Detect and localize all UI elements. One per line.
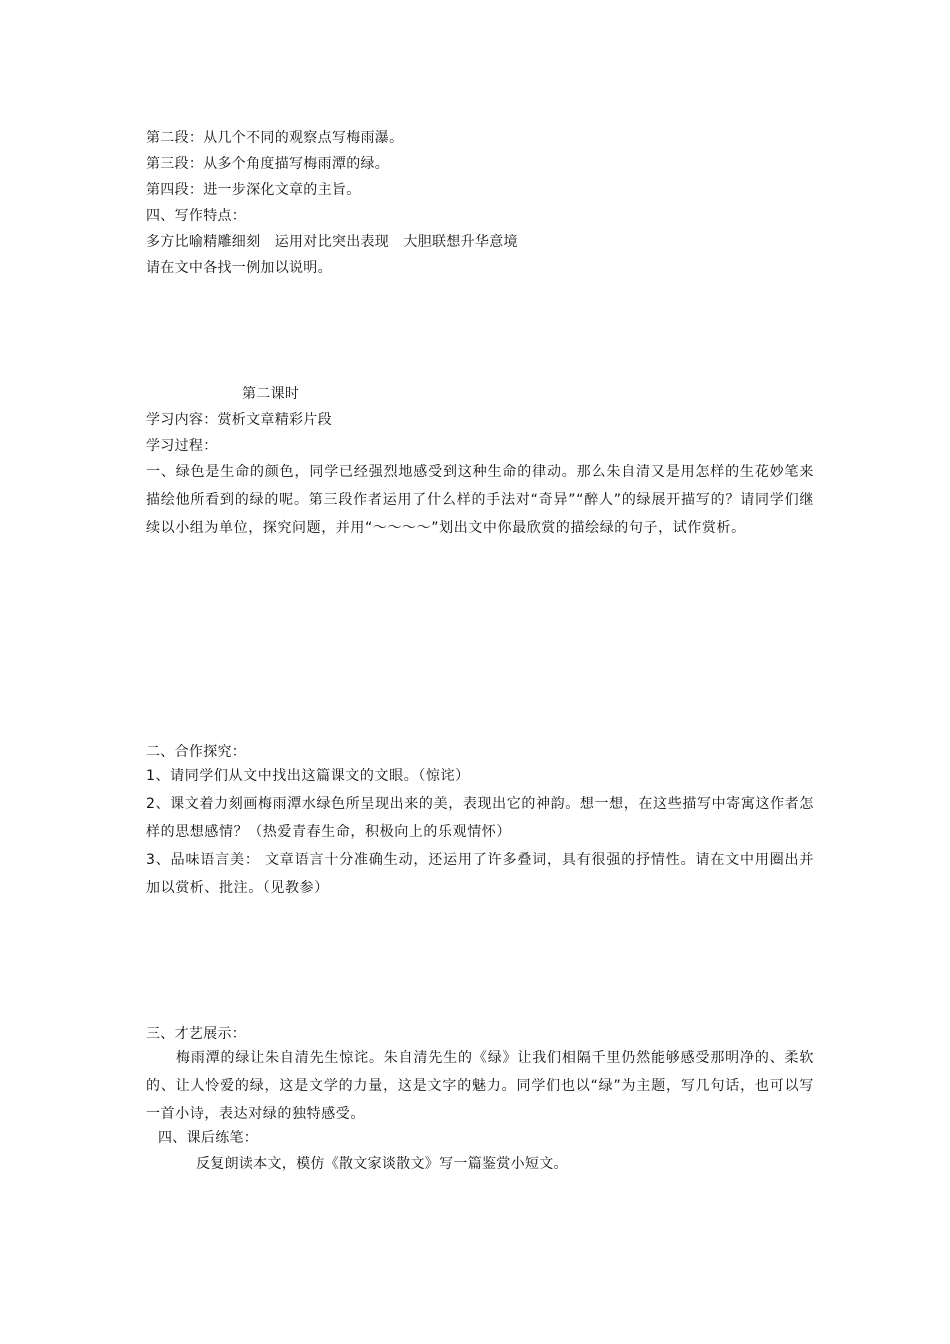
cooperative-inquiry-heading: 二、合作探究： — [146, 744, 247, 760]
talent-show-heading: 三、才艺展示： — [146, 1026, 247, 1042]
talent-show-body: 梅雨潭的绿让朱自清先生惊诧。朱自清先生的《绿》让我们相隔千里仍然能够感受那明净的、柔软的、让人怜爱的绿，这是文学的力量，这是文字的魅力。同学们也以“绿”为主题，写几句话，也可以写一首小诗，表达对绿的独特感受。 — [146, 1050, 814, 1122]
question-one-paragraph: 一、绿色是生命的颜色，同学已经强烈地感受到这种生命的律动。那么朱自清又是用怎样的生花妙笔来描绘他所看到的绿的呢。第三段作者运用了什么样的手法对“奇异”“醉人”的绿展开描写的？请同学们继续以小组为单位，探究问题，并用“～～～～”划出文中你最欣赏的描绘绿的句子，试作赏析。 — [146, 464, 814, 536]
writing-features-task: 请在文中各找一例加以说明。 — [146, 260, 332, 276]
inquiry-item-1: 1、请同学们从文中找出这篇课文的文眼。（惊诧） — [146, 768, 470, 784]
inquiry-item-2: 2、课文着力刻画梅雨潭水绿色所呈现出来的美，表现出它的神韵。想一想，在这些描写中寄寓这作者怎样的思想感情？（热爱青春生命，积极向上的乐观情怀） — [146, 796, 814, 840]
homework-body: 反复朗读本文，模仿《散文家谈散文》写一篇鉴赏小短文。 — [196, 1156, 568, 1172]
learning-process: 学习过程： — [146, 438, 218, 454]
paragraph-summary-2: 第二段：从几个不同的观察点写梅雨瀑。 — [146, 130, 404, 146]
inquiry-item-3: 3、品味语言美： 文章语言十分准确生动，还运用了许多叠词，具有很强的抒情性。请在文中用圈出并加以赏析、批注。（见教参） — [146, 852, 814, 896]
homework-heading: 四、课后练笔： — [158, 1130, 259, 1146]
lesson-title: 第二课时 — [242, 386, 300, 402]
writing-features-heading: 四、写作特点： — [146, 208, 247, 224]
paragraph-summary-3: 第三段：从多个角度描写梅雨潭的绿。 — [146, 156, 390, 172]
writing-features-points: 多方比喻精雕细刻 运用对比突出表现 大胆联想升华意境 — [146, 234, 518, 250]
paragraph-summary-4: 第四段：进一步深化文章的主旨。 — [146, 182, 361, 198]
learning-content: 学习内容：赏析文章精彩片段 — [146, 412, 332, 428]
